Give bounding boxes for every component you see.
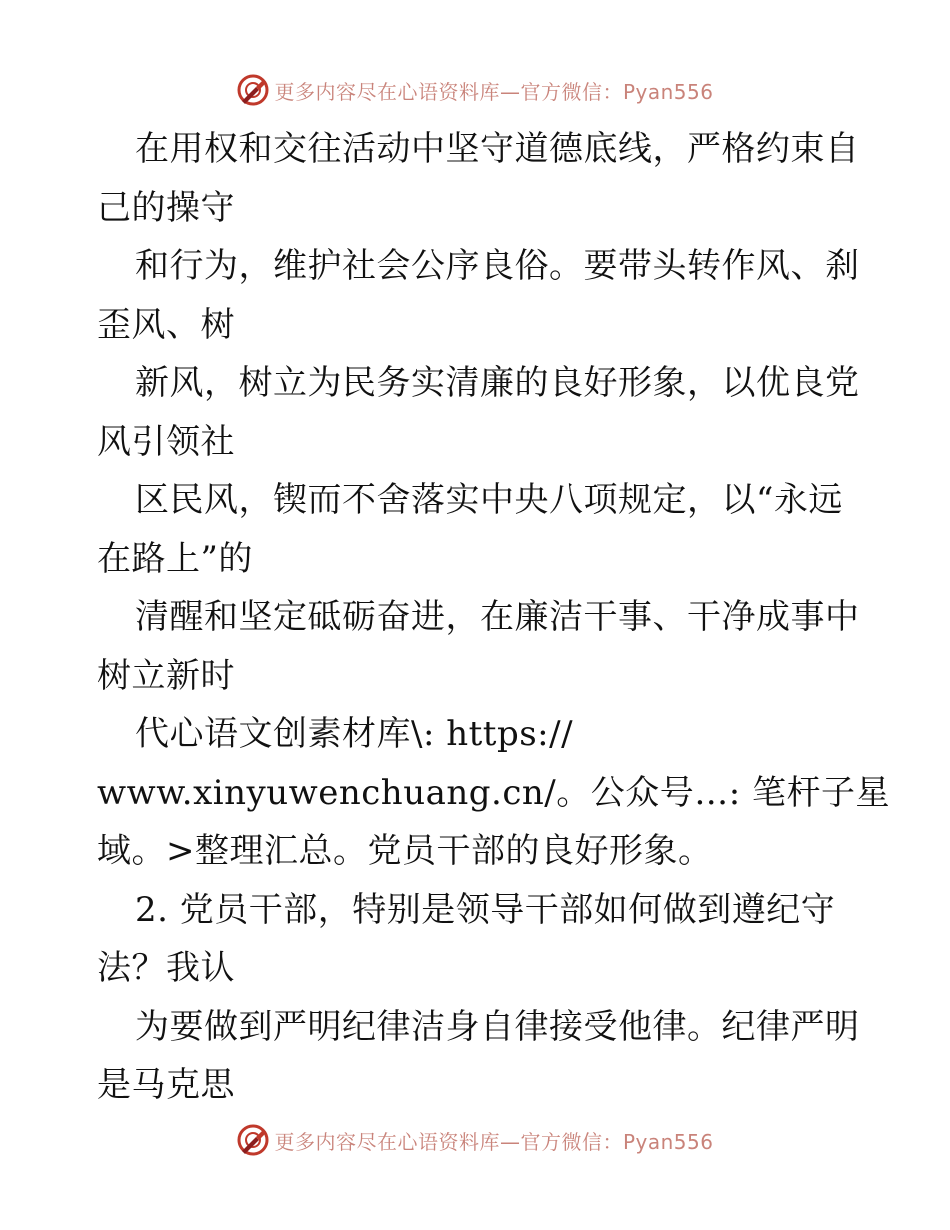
footer-banner-text: 更多内容尽在心语资料库—官方微信：Pyan556 <box>274 1129 714 1154</box>
text-line: 代心语文创素材库\: https:// <box>135 714 574 754</box>
text-line: 法？我认 <box>97 948 235 988</box>
text-line: 清醒和坚定砥砺奋进，在廉洁干事、干净成事中 <box>135 597 860 637</box>
text-line: 树立新时 <box>97 655 235 696</box>
text-line: 新风，树立为民务实清廉的良好形象，以优良党 <box>135 363 860 403</box>
text-line: 域。>整理汇总。党员干部的良好形象。 <box>97 831 713 871</box>
text-line: www.xinyuwenchuang.cn/。公众号…: 笔杆子星 <box>97 772 890 813</box>
text-line: 歪风、树 <box>97 304 235 345</box>
text-line: 在用权和交往活动中坚守道德底线，严格约束自 <box>135 129 860 169</box>
header-banner <box>0 70 950 110</box>
logo-icon <box>236 1123 270 1157</box>
text-line: 在路上”的 <box>97 538 253 579</box>
text-line: 和行为，维护社会公序良俗。要带头转作风、刹 <box>135 246 860 286</box>
text-line: 区民风，锲而不舍落实中央八项规定，以“永远 <box>135 480 843 520</box>
text-line: 2. 党员干部，特别是领导干部如何做到遵纪守 <box>135 889 836 930</box>
logo-icon <box>236 73 270 107</box>
text-line: 风引领社 <box>97 421 235 462</box>
text-line: 是马克思 <box>97 1065 235 1105</box>
header-banner-text: 更多内容尽在心语资料库—官方微信：Pyan556 <box>274 79 714 104</box>
footer-banner <box>0 1120 950 1160</box>
text-line: 己的操守 <box>97 187 235 228</box>
text-line: 为要做到严明纪律洁身自律接受他律。纪律严明 <box>135 1006 860 1047</box>
document-body <box>97 120 890 1115</box>
